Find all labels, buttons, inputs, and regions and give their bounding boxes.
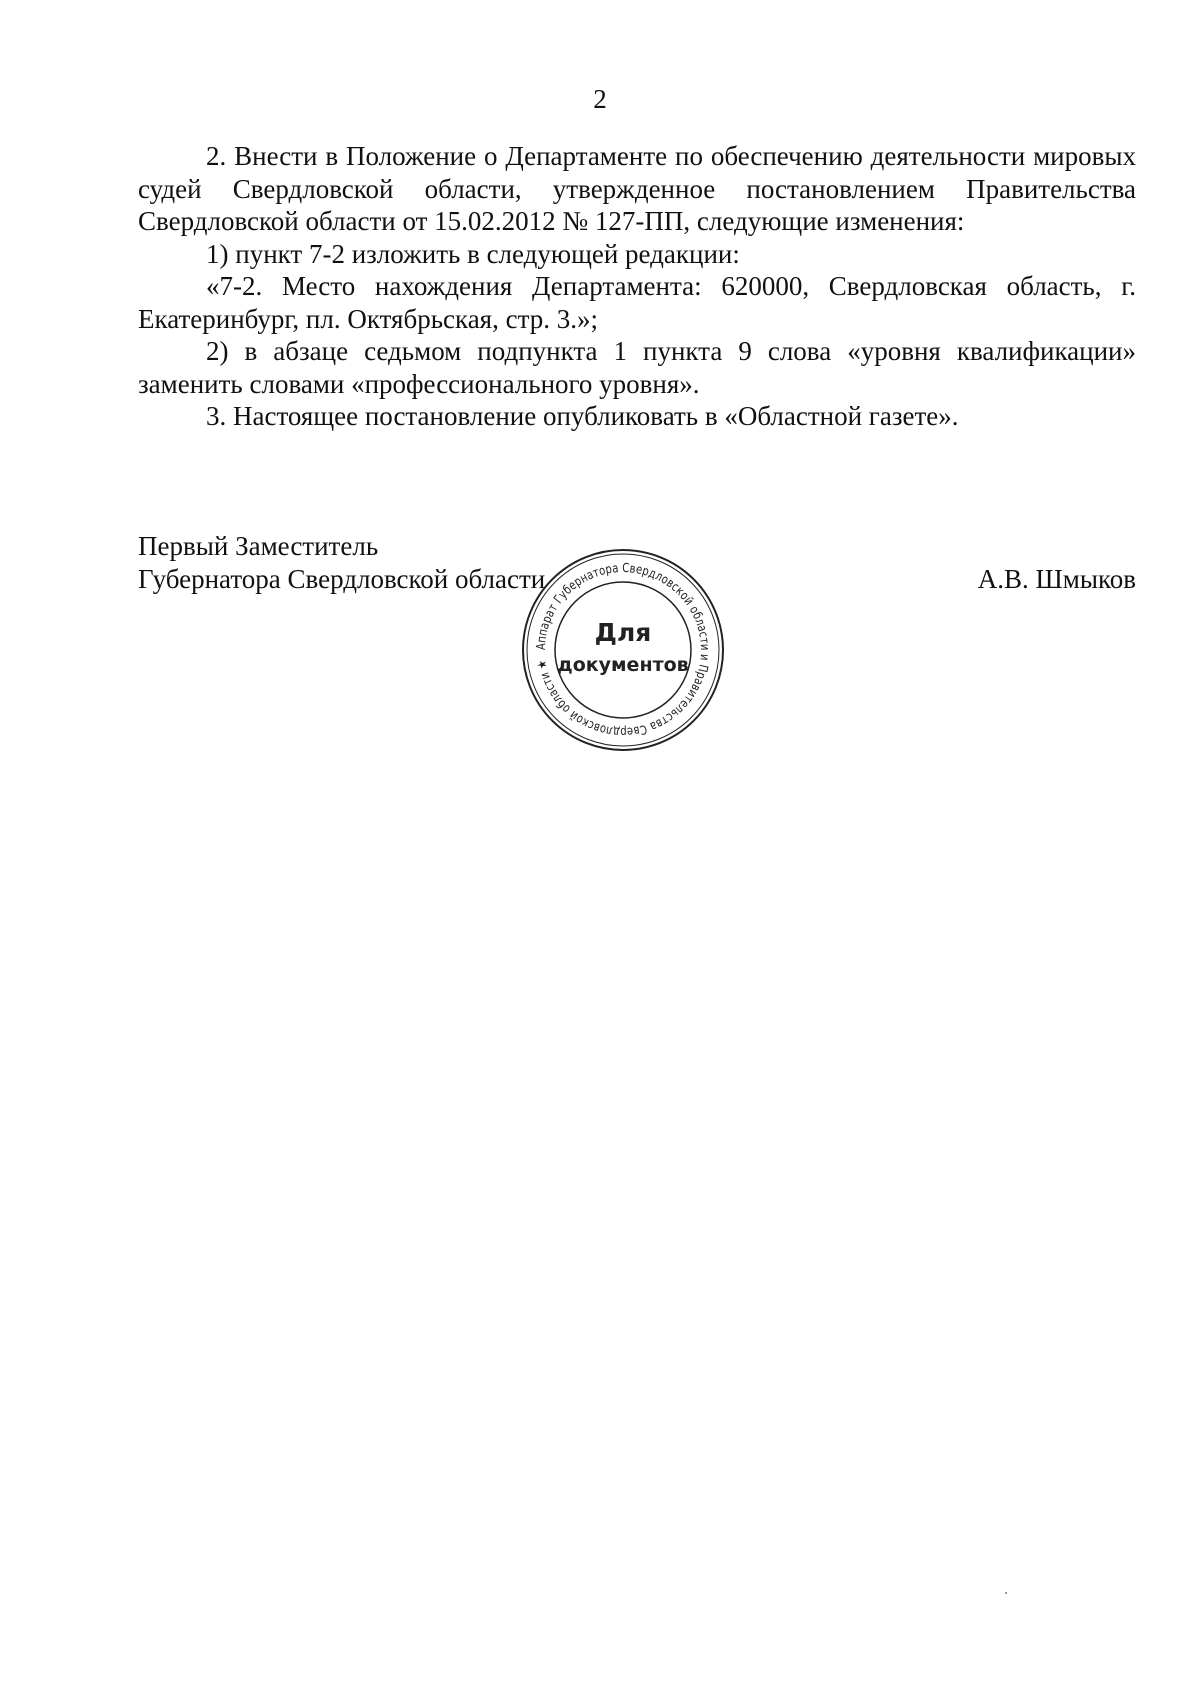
page-number: 2 <box>593 84 607 114</box>
paragraph-item-2: 2. Внести в Положение о Департаменте по обеспечению деятельности мировых судей Свердловской области, утвержденное постановлением Правительства Свердловской области от 15.02.2012 № 127-ПП, следующие изменения: <box>138 141 1136 236</box>
seal-inner-ring <box>555 582 691 718</box>
paragraph-subitem-2: 2) в абзаце седьмом подпункта 1 пункта 9 слова «уровня квалификации» заменить словами «профессионального уровня». <box>138 336 1136 399</box>
seal-ring-text: Аппарат Губернатора Свердловской области и Правительства Свердловской области ★ <box>532 559 714 741</box>
paragraph-item-3: 3. Настоящее постановление опубликовать в «Областной газете». <box>206 401 959 431</box>
seal-center-line-1: Для <box>594 618 652 647</box>
document-body <box>138 140 1136 433</box>
signatory-title-line-2: Губернатора Свердловской области <box>138 564 546 594</box>
seal-outer-ring-inner-line <box>527 554 719 746</box>
seal-center-line-2: документов <box>557 654 689 676</box>
signatory-name: А.В. Шмыков <box>977 564 1136 594</box>
paragraph-subitem-1: 1) пункт 7-2 изложить в следующей редакции: <box>206 238 740 269</box>
official-seal-stamp <box>518 545 728 755</box>
seal-graphic <box>518 545 728 755</box>
signatory-title-line-1: Первый Заместитель <box>138 531 379 561</box>
scan-speck <box>1005 1592 1007 1594</box>
paragraph-quote-7-2: «7-2. Место нахождения Департамента: 620000, Свердловская область, г. Екатеринбург, пл. Октябрьская, стр. 3.»; <box>138 271 1136 334</box>
seal-outer-ring <box>523 550 723 750</box>
